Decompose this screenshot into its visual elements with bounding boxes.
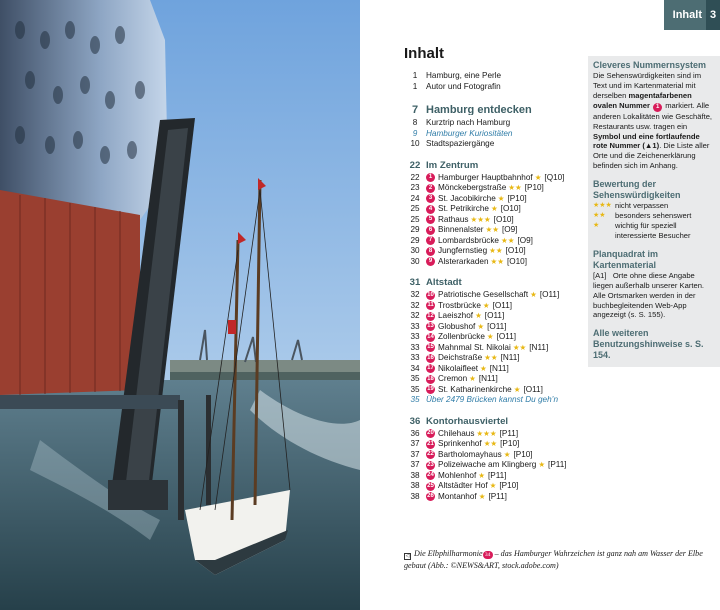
toc-row[interactable] xyxy=(404,129,588,140)
rating-stars-icon: ★ xyxy=(477,321,485,331)
rating-stars-icon: ★★★ xyxy=(593,202,612,210)
toc-page-number: 35 xyxy=(410,374,420,383)
toc-entry xyxy=(426,364,588,375)
toc-sight-row[interactable] xyxy=(404,257,588,268)
toc-entry xyxy=(426,278,588,289)
toc-entry-label: Laeiszhof xyxy=(438,311,474,320)
toc-page-number: 38 xyxy=(410,470,420,480)
rating-stars-icon: ★ xyxy=(478,491,486,501)
map-grid-reference: [N11] xyxy=(478,374,498,383)
sight-number-pin-icon: 17 xyxy=(427,365,434,372)
map-grid-reference: [P11] xyxy=(548,460,567,469)
toc-entry-label: Altstadt xyxy=(426,278,462,289)
map-grid-reference: [O11] xyxy=(484,311,505,320)
toc-row[interactable] xyxy=(404,395,588,406)
toc-entry-label: Polizeiwache am Klingberg xyxy=(438,460,537,469)
toc-page-number: 23 xyxy=(410,183,420,192)
toc-page-number: 29 xyxy=(410,225,420,234)
toc-sight-row[interactable] xyxy=(404,173,588,184)
map-grid-reference: [N11] xyxy=(529,342,549,352)
rating-title: Bewertung der Sehenswürdigkeiten xyxy=(593,179,681,201)
toc-sight-row[interactable] xyxy=(404,236,588,247)
toc-entry xyxy=(426,82,588,93)
toc-entry-label: Rathaus xyxy=(438,214,469,224)
numbering-text-1: Die Sehenswürdigkeiten sind im Text und im Kartenmaterial mit derselben xyxy=(593,71,702,100)
sight-number-pin-icon: 20 xyxy=(427,430,434,437)
toc-entry xyxy=(426,290,588,301)
rating-stars-icon: ★★ xyxy=(485,225,499,234)
toc-entry xyxy=(426,105,588,116)
toc-entry-label: Mönckebergstraße xyxy=(438,183,507,192)
toc-page-number: 10 xyxy=(410,139,420,148)
rating-stars-icon: ★ xyxy=(475,311,482,320)
rating-stars-icon: ★ xyxy=(534,172,542,182)
toc-entry xyxy=(426,246,588,257)
toc-entry xyxy=(426,471,588,482)
sight-number-pin-icon: 26 xyxy=(427,493,434,500)
toc-entry-label: Kontorhausviertel xyxy=(426,416,509,427)
rating-stars-icon: ★★ xyxy=(490,256,504,266)
toc-entry xyxy=(426,161,588,172)
map-grid-reference: [O11] xyxy=(487,321,507,331)
sight-number-pin-icon: 16 xyxy=(427,354,434,361)
toc-sight-row[interactable] xyxy=(404,183,588,194)
rating-stars-icon: ★ xyxy=(593,221,600,229)
toc-entry-label: Im Zentrum xyxy=(426,160,479,171)
toc-page-number: 30 xyxy=(410,246,420,255)
caption-text-2: – das Hamburger Wahrzeichen ist ganz nah am Wasser der Elbe gebaut (Abb.: ©NEWS&ART, stock.adobe.com) xyxy=(404,549,703,570)
toc-entry xyxy=(426,343,588,354)
toc-page-number: 7 xyxy=(411,103,419,116)
toc-page-number: 35 xyxy=(410,384,420,394)
toc-entry xyxy=(426,129,588,140)
toc-page-number: 37 xyxy=(410,439,420,448)
toc-spacer xyxy=(404,150,588,160)
map-grid-reference: [P11] xyxy=(499,428,519,438)
grid-text: Orte ohne diese Angabe liegen außerhalb unserer Karten. Alle Ortsmarken werden in der buchbegleitenden Web-App angezeigt (s. S. 155). xyxy=(593,270,705,320)
rating-stars-icon: ★★ xyxy=(484,353,498,362)
toc-sight-row[interactable] xyxy=(404,471,588,482)
toc-entry-label: St. Petrikirche xyxy=(438,204,489,213)
rating-row xyxy=(593,201,715,211)
sight-number-pin-icon: 19 xyxy=(427,386,434,393)
toc-spacer xyxy=(404,406,588,416)
toc-entry xyxy=(426,492,588,503)
toc-entry xyxy=(426,353,588,364)
toc-entry-label: Chilehaus xyxy=(438,428,475,438)
sight-number-pin-icon: 25 xyxy=(427,482,434,489)
toc-entry xyxy=(426,481,588,492)
toc-sight-row[interactable] xyxy=(404,439,588,450)
map-grid-reference: [N11] xyxy=(489,363,509,373)
toc-entry-label: Binnenalster xyxy=(438,225,484,234)
toc-page-number: 37 xyxy=(410,449,420,459)
toc-sight-row[interactable] xyxy=(404,385,588,396)
map-grid-reference: [P10] xyxy=(513,449,533,459)
toc-sight-row[interactable] xyxy=(404,460,588,471)
numbering-text-3: . Die Liste aller Orte und die Zeichenerklärung befinden sich im Anhang. xyxy=(593,141,710,171)
toc-section-heading[interactable] xyxy=(404,102,588,118)
toc-row[interactable] xyxy=(404,71,588,82)
numbering-bold-2: Symbol und eine fortlaufende rote Nummer xyxy=(593,131,700,151)
toc-entry xyxy=(426,417,588,428)
toc-entry xyxy=(426,257,588,268)
numbering-title: Cleveres Nummernsystem xyxy=(593,60,707,70)
toc-page-number: 31 xyxy=(409,277,421,289)
page-number: 3 xyxy=(706,0,720,30)
toc-entry-label: Trostbrücke xyxy=(438,300,481,310)
sight-number-pin-icon: 18 xyxy=(427,375,434,382)
grid-title: Planquadrat im Kartenmaterial xyxy=(593,248,659,270)
toc-entry-label: Hamburg, eine Perle xyxy=(426,71,502,80)
rating-row xyxy=(593,221,715,241)
toc-page-number: 33 xyxy=(410,332,420,341)
map-grid-reference: [P10] xyxy=(499,481,519,490)
toc-entry-label: St. Jacobikirche xyxy=(438,193,496,203)
toc-entry-label: Hamburger Kuriositäten xyxy=(426,128,513,138)
toc-entry-label: Montanhof xyxy=(438,491,477,501)
sight-number-pin-icon: 22 xyxy=(427,451,434,458)
rating-stars-icon: ★ xyxy=(480,363,487,373)
toc-entry-label: Deichstraße xyxy=(438,353,483,362)
rating-stars-icon: ★ xyxy=(482,300,490,310)
toc-sight-row[interactable] xyxy=(404,450,588,461)
more-hints: Alle weiteren Benutzungshinweise s. S. 154. xyxy=(593,328,704,361)
toc-page-number: 32 xyxy=(410,300,420,310)
toc-sight-row[interactable] xyxy=(404,204,588,215)
map-grid-reference: [P10] xyxy=(507,193,527,203)
toc-page-number: 33 xyxy=(410,321,420,331)
sight-number-pin-icon: 11 xyxy=(427,302,434,309)
toc-page-number: 38 xyxy=(410,481,420,490)
map-grid-reference: [O9] xyxy=(501,225,518,234)
toc-sight-row[interactable] xyxy=(404,290,588,301)
toc-entry xyxy=(426,460,588,471)
toc-sight-row[interactable] xyxy=(404,225,588,236)
toc-entry xyxy=(426,71,588,82)
sight-number-pin-icon: 9 xyxy=(426,257,435,266)
toc-page-number: 30 xyxy=(410,256,420,266)
toc-sight-row[interactable] xyxy=(404,353,588,364)
toc-entry-label: Jungfernstieg xyxy=(438,246,488,255)
rating-stars-icon: ★★ xyxy=(593,212,606,220)
toc-row[interactable] xyxy=(404,118,588,129)
toc-page-number: 1 xyxy=(412,71,418,80)
toc-entry-label: Altstädter Hof xyxy=(438,481,488,490)
numbering-text-2: markiert. Alle anderen Lokalitäten wie Geschäfte, Restaurants usw. tragen ein xyxy=(593,100,713,131)
toc-page-number: 32 xyxy=(410,311,420,320)
caption-pin-icon: 34 xyxy=(483,551,493,559)
sight-number-pin-icon: 14 xyxy=(427,333,434,340)
pin-example-icon: 1 xyxy=(653,103,662,112)
toc-entry-label: Stadtspaziergänge xyxy=(426,139,495,148)
chapter-tab xyxy=(664,0,720,30)
toc-entry-label: Alsterarkaden xyxy=(438,256,489,266)
rating-stars-icon: ★★★ xyxy=(476,428,497,438)
map-grid-reference: [O10] xyxy=(500,204,521,213)
toc-entry-label: St. Katharinenkirche xyxy=(438,384,512,394)
toc-sight-row[interactable] xyxy=(404,429,588,440)
toc-entry xyxy=(426,194,588,205)
rating-label: besonders sehenswert xyxy=(615,211,692,221)
toc-sight-row[interactable] xyxy=(404,492,588,503)
toc-entry xyxy=(426,215,588,226)
red-symbol-icon: (▲1) xyxy=(642,141,660,151)
rating-stars-icon: ★★ xyxy=(512,342,527,352)
grid-ref: [A1] xyxy=(593,270,607,280)
toc-entry xyxy=(426,322,588,333)
caption-text-1: Die Elbphilharmonie xyxy=(414,549,483,558)
toc-page-number: 33 xyxy=(410,353,420,362)
toc-entry-label: Cremon xyxy=(438,374,468,383)
toc-entry-label: Hamburg entdecken xyxy=(426,104,532,116)
rating-stars-icon: ★★★ xyxy=(470,214,491,224)
toc-page-number: 9 xyxy=(412,128,418,138)
toc-entry xyxy=(426,450,588,461)
toc-entry-label: Über 2479 Brücken kannst Du geh’n xyxy=(426,395,558,404)
toc-entry-label: Kurztrip nach Hamburg xyxy=(426,118,511,127)
rating-stars-icon: ★ xyxy=(478,470,485,480)
toc-entry-label: Mohlenhof xyxy=(438,470,477,480)
sight-number-pin-icon: 7 xyxy=(426,236,435,245)
table-of-contents xyxy=(404,71,588,502)
toc-sight-row[interactable] xyxy=(404,481,588,492)
numbering-bold-1: magentafarbenen ovalen Nummer xyxy=(593,90,692,110)
sight-number-pin-icon: 4 xyxy=(426,205,435,214)
toc-spacer xyxy=(404,267,588,277)
sight-number-pin-icon: 10 xyxy=(427,291,434,298)
toc-entry-label: Patriotische Gesellschaft xyxy=(438,290,529,299)
toc-sight-row[interactable] xyxy=(404,364,588,375)
toc-page-number: 36 xyxy=(410,428,420,438)
toc-entry xyxy=(426,139,588,150)
rating-stars-icon: ★ xyxy=(489,481,497,490)
toc-entry-label: Bartholomayhaus xyxy=(438,449,502,459)
toc-page-number: 22 xyxy=(410,172,420,182)
rating-stars-icon: ★ xyxy=(469,374,476,383)
toc-sight-row[interactable] xyxy=(404,343,588,354)
toc-entry xyxy=(426,374,588,385)
toc-sight-row[interactable] xyxy=(404,374,588,385)
toc-entry xyxy=(426,439,588,450)
photo-caption xyxy=(404,548,704,571)
toc-entry-label: Mahnmal St. Nikolai xyxy=(438,342,511,352)
rating-stars-icon: ★★ xyxy=(483,439,498,448)
map-grid-reference: [O9] xyxy=(517,235,533,245)
toc-page-number: 37 xyxy=(410,460,420,469)
sight-number-pin-icon: 23 xyxy=(427,461,434,468)
toc-entry xyxy=(426,429,588,440)
toc-entry xyxy=(426,204,588,215)
toc-entry xyxy=(426,236,588,247)
sight-number-pin-icon: 21 xyxy=(427,440,434,447)
toc-page-number: 35 xyxy=(410,395,420,404)
toc-page-number: 34 xyxy=(410,363,420,373)
map-grid-reference: [O11] xyxy=(492,300,513,310)
toc-page-number: 22 xyxy=(409,159,421,171)
map-grid-reference: [P11] xyxy=(487,470,507,480)
toc-sight-row[interactable] xyxy=(404,215,588,226)
map-grid-reference: [O11] xyxy=(539,290,560,299)
map-grid-reference: [O11] xyxy=(523,384,543,394)
toc-sight-row[interactable] xyxy=(404,194,588,205)
toc-section-heading[interactable] xyxy=(404,416,588,429)
toc-sight-row[interactable] xyxy=(404,311,588,322)
sight-number-pin-icon: 13 xyxy=(427,323,434,330)
info-sidebar xyxy=(588,56,720,367)
toc-spacer xyxy=(404,92,588,102)
toc-entry xyxy=(426,311,588,322)
toc-sight-row[interactable] xyxy=(404,301,588,312)
toc-entry xyxy=(426,183,588,194)
rating-stars-icon: ★ xyxy=(486,332,494,341)
toc-row[interactable] xyxy=(404,82,588,93)
rating-stars-icon: ★ xyxy=(530,290,537,299)
toc-page-number: 1 xyxy=(412,81,418,91)
map-grid-reference: [O10] xyxy=(506,256,528,266)
rating-label: wichtig für speziell interessierte Besucher xyxy=(615,220,691,240)
rating-stars-icon: ★★ xyxy=(500,235,515,245)
toc-section-heading[interactable] xyxy=(404,160,588,173)
toc-page-number: 29 xyxy=(410,235,420,245)
rating-stars-icon: ★★ xyxy=(489,246,503,255)
map-grid-reference: [O11] xyxy=(496,332,517,341)
rating-label: nicht verpassen xyxy=(615,201,669,211)
toc-entry-label: Autor und Fotografin xyxy=(426,81,501,91)
toc-entry-label: Hamburger Hauptbahnhof xyxy=(438,172,533,182)
toc-page-number: 36 xyxy=(409,415,421,427)
toc-sight-row[interactable] xyxy=(404,322,588,333)
numbering-section xyxy=(593,60,715,171)
map-grid-reference: [P10] xyxy=(524,183,544,192)
toc-entry-label: Globushof xyxy=(438,321,476,331)
rating-stars-icon: ★ xyxy=(503,449,511,459)
sight-number-pin-icon: 2 xyxy=(426,184,435,193)
rating-stars-icon: ★★ xyxy=(508,183,522,192)
toc-page-number: 8 xyxy=(412,118,418,127)
sight-number-pin-icon: 24 xyxy=(427,472,434,479)
toc-page-number: 38 xyxy=(410,491,420,501)
toc-entry-label: Zollenbrücke xyxy=(438,332,485,341)
toc-sight-row[interactable] xyxy=(404,332,588,343)
sight-number-pin-icon: 15 xyxy=(427,344,434,351)
toc-entry xyxy=(426,301,588,312)
toc-entry xyxy=(426,118,588,129)
chapter-label: Inhalt xyxy=(672,9,702,21)
toc-section-heading[interactable] xyxy=(404,277,588,290)
toc-entry xyxy=(426,173,588,184)
sight-number-pin-icon: 3 xyxy=(426,194,435,203)
toc-entry-label: Lombardsbrücke xyxy=(438,235,499,245)
rating-row xyxy=(593,211,715,221)
map-grid-reference: [O10] xyxy=(493,214,514,224)
toc-entry-label: Sprinkenhof xyxy=(438,439,482,448)
toc-page-number: 33 xyxy=(410,342,420,352)
toc-sight-row[interactable] xyxy=(404,246,588,257)
sight-number-pin-icon: 5 xyxy=(426,215,435,224)
map-grid-reference: [P10] xyxy=(500,439,520,448)
sight-number-pin-icon: 12 xyxy=(427,312,434,319)
rating-stars-icon: ★ xyxy=(490,204,498,213)
toc-page-number: 25 xyxy=(410,204,420,213)
toc-entry xyxy=(426,395,588,406)
map-grid-reference: [O10] xyxy=(505,246,526,255)
sight-number-pin-icon: 8 xyxy=(426,247,435,256)
rating-stars-icon: ★ xyxy=(513,384,521,394)
toc-page-number: 25 xyxy=(410,214,420,224)
map-grid-reference: [P11] xyxy=(488,491,507,501)
toc-entry-label: Nikolaifleet xyxy=(438,363,479,373)
toc-entry xyxy=(426,332,588,343)
toc-entry xyxy=(426,225,588,236)
toc-page-number: 24 xyxy=(410,193,420,203)
toc-row[interactable] xyxy=(404,139,588,150)
rating-section xyxy=(593,179,715,241)
map-grid-reference: [Q10] xyxy=(544,172,565,182)
sight-number-pin-icon: 1 xyxy=(426,173,435,182)
rating-stars-icon: ★ xyxy=(497,193,505,203)
rating-stars-icon: ★ xyxy=(538,460,546,469)
map-grid-reference: [N11] xyxy=(500,353,520,362)
page-title: Inhalt xyxy=(404,45,444,62)
grid-section xyxy=(593,249,715,321)
toc-page-number: 32 xyxy=(410,290,420,299)
sight-number-pin-icon: 6 xyxy=(426,226,435,235)
toc-entry xyxy=(426,385,588,396)
arrow-left-icon: ◁ xyxy=(405,554,410,559)
